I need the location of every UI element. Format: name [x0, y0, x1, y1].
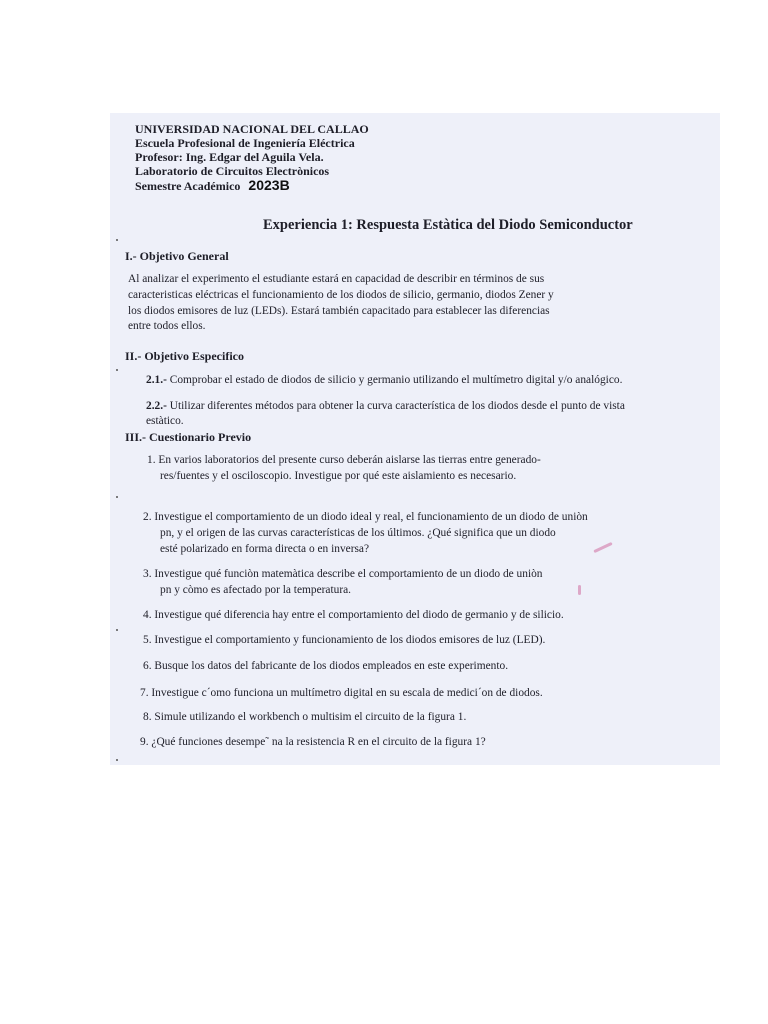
general-objective-line: los diodos emisores de luz (LEDs). Estará también capacitado para establecer las diferencias [128, 305, 550, 317]
question-item-continuation: pn, y el origen de las curvas características de los últimos. ¿Qué significa que un diodo [160, 527, 556, 539]
specific-objective-item [146, 399, 625, 414]
university-name: UNIVERSIDAD NACIONAL DEL CALLAO [135, 122, 369, 136]
question-item: 1. En varios laboratorios del presente curso deberán aislarse las tierras entre generado- [147, 454, 541, 466]
scan-speck [116, 629, 118, 631]
scanned-document [110, 113, 720, 765]
school-name: Escuela Profesional de Ingeniería Eléctrica [135, 136, 355, 150]
scan-speck [116, 239, 118, 241]
question-item: 9. ¿Qué funciones desempe˜ na la resistencia R en el circuito de la figura 1? [140, 736, 486, 748]
item-number: 2.1.- [146, 374, 167, 386]
item-text: Comprobar el estado de diodos de silicio y germanio utilizando el multímetro digital y/o analógico. [169, 374, 623, 386]
specific-objective-item [146, 373, 622, 388]
scan-speck [116, 759, 118, 761]
pen-mark [578, 585, 581, 595]
question-item-continuation: pn y còmo es afectado por la temperatura. [160, 584, 352, 596]
question-item: 2. Investigue el comportamiento de un diodo ideal y real, el funcionamiento de un diodo de uniòn [143, 511, 588, 523]
semester-label: Semestre Académico [135, 179, 241, 193]
question-item-continuation: esté polarizado en forma directa o en inversa? [160, 543, 370, 555]
specific-objective-heading: II.- Objetivo Especifico [125, 349, 244, 363]
general-objective-line: caracteristicas eléctricas el funcionamiento de los diodos de silicio, germanio, diodos Zener y [128, 289, 554, 301]
question-item: 5. Investigue el comportamiento y funcionamiento de los diodos emisores de luz (LED). [143, 634, 546, 646]
lab-name: Laboratorio de Circuitos Electrònicos [135, 164, 330, 178]
item-text-continuation: estàtico. [146, 415, 184, 427]
scan-speck [116, 369, 118, 371]
question-item: 7. Investigue c´omo funciona un multímetro digital en su escala de medici´on de diodos. [140, 687, 543, 699]
semester-row [135, 179, 290, 194]
pen-mark [593, 542, 612, 553]
item-text: Utilizar diferentes métodos para obtener la curva característica de los diodos desde el punto de vista [169, 400, 625, 412]
semester-value: 2023B [248, 177, 290, 193]
question-item: 4. Investigue qué diferencia hay entre el comportamiento del diodo de germanio y de silicio. [143, 609, 564, 621]
question-item: 8. Simule utilizando el workbench o multisim el circuito de la figura 1. [143, 711, 467, 723]
general-objective-heading: I.- Objetivo General [125, 249, 229, 263]
item-number: 2.2.- [146, 400, 167, 412]
question-item-continuation: res/fuentes y el osciloscopio. Investigue por qué este aislamiento es necesario. [160, 470, 517, 482]
question-item: 3. Investigue qué funciòn matemàtica describe el comportamiento de un diodo de uniòn [143, 568, 543, 580]
general-objective-line: Al analizar el experimento el estudiante estará en capacidad de describir en términos de sus [128, 273, 545, 285]
professor-name: Profesor: Ing. Edgar del Aguila Vela. [135, 150, 324, 164]
scan-speck [116, 496, 118, 498]
questionnaire-heading: III.- Cuestionario Previo [125, 430, 252, 444]
question-item: 6. Busque los datos del fabricante de los diodos empleados en este experimento. [143, 660, 509, 672]
general-objective-line: entre todos ellos. [128, 320, 206, 332]
experiment-title: Experiencia 1: Respuesta Estàtica del Diodo Semiconductor [263, 217, 633, 233]
